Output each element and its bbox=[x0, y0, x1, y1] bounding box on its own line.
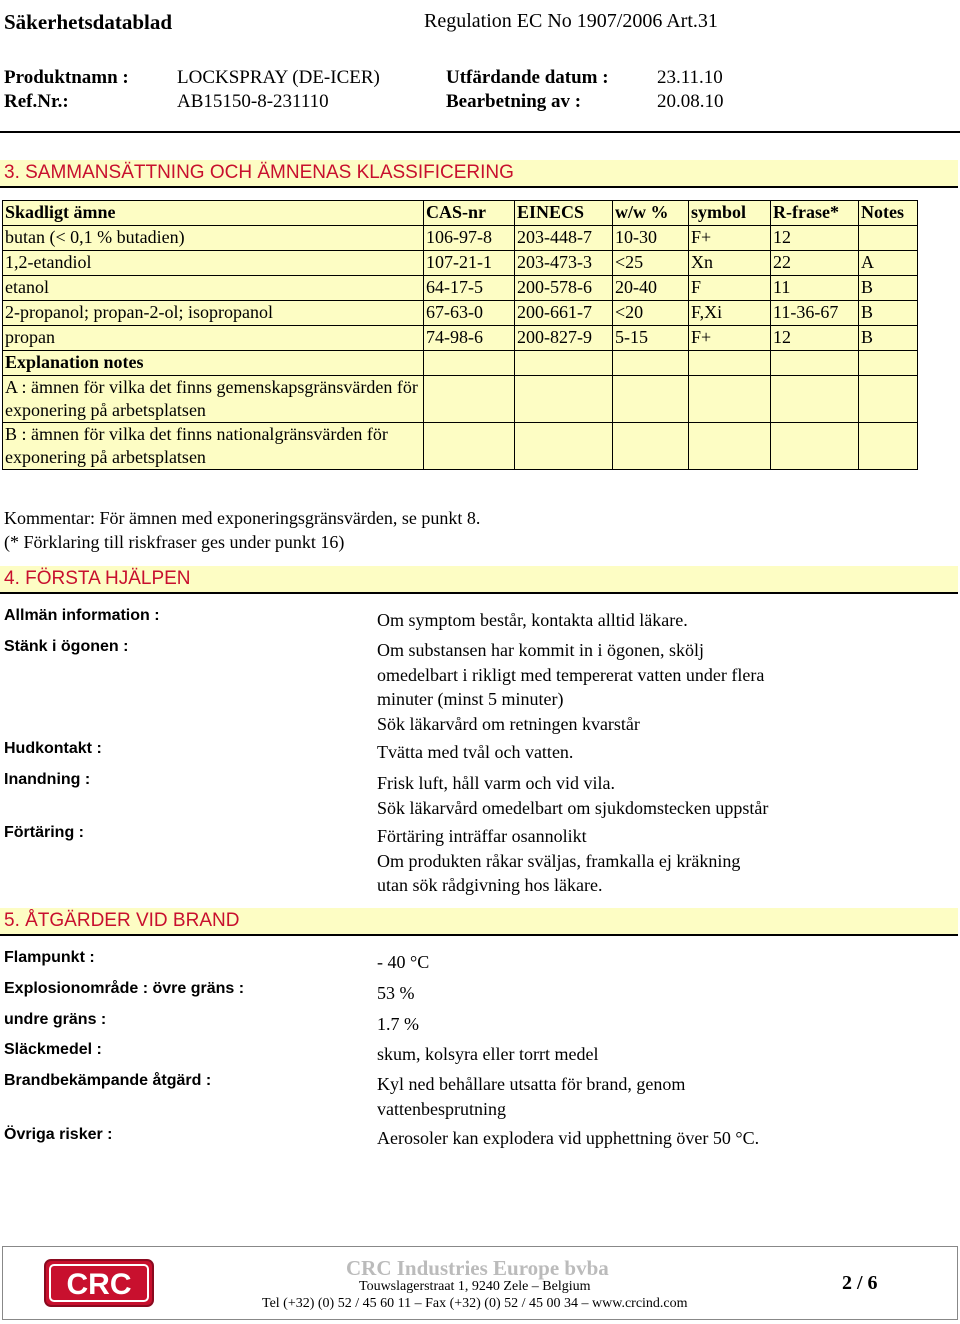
skin-contact-value bbox=[377, 740, 573, 765]
firefighting-value bbox=[377, 1072, 685, 1121]
explosion-upper-label: Explosionområde : övre gräns : bbox=[4, 980, 245, 997]
company-address: Touwslagerstraat 1, 9240 Zele – Belgium bbox=[359, 1279, 591, 1294]
table-row bbox=[3, 276, 918, 301]
general-info-value bbox=[377, 608, 688, 633]
table-cell: B bbox=[859, 326, 918, 351]
edited-label: Bearbetning av : bbox=[446, 91, 582, 112]
table-cell: 11 bbox=[771, 276, 859, 301]
table-row bbox=[3, 251, 918, 276]
table-cell: 200-578-6 bbox=[515, 276, 613, 301]
table-row bbox=[3, 301, 918, 326]
table-cell: 5-15 bbox=[613, 326, 689, 351]
table-cell: 22 bbox=[771, 251, 859, 276]
table-cell: 20-40 bbox=[613, 276, 689, 301]
general-info-label: Allmän information : bbox=[4, 607, 160, 624]
text-line: Om produkten råkar sväljas, framkalla ej kräkning bbox=[377, 850, 741, 871]
table-cell: 107-21-1 bbox=[424, 251, 515, 276]
other-risks-value: Aerosoler kan explodera vid upphettning över 50 °C. bbox=[377, 1128, 760, 1148]
section-4-title: 4. FÖRSTA HJÄLPEN bbox=[4, 568, 191, 589]
table-cell: Xn bbox=[689, 251, 771, 276]
edited-value: 20.08.10 bbox=[657, 91, 724, 112]
crc-logo bbox=[44, 1259, 154, 1307]
explosion-upper-value: 53 % bbox=[377, 983, 415, 1003]
product-name-label: Produktnamn : bbox=[4, 67, 129, 88]
table-cell: F+ bbox=[689, 226, 771, 251]
table-cell: B bbox=[859, 301, 918, 326]
exposure-comment: Kommentar: För ämnen med exponeringsgränsvärden, se punkt 8. bbox=[4, 508, 481, 528]
notes-heading: Explanation notes bbox=[3, 351, 424, 376]
product-name-value: LOCKSPRAY (DE-ICER) bbox=[177, 67, 380, 88]
inhalation-label: Inandning : bbox=[4, 771, 91, 788]
table-row bbox=[3, 326, 918, 351]
table-cell: 12 bbox=[771, 326, 859, 351]
text-line: Om substansen har kommit in i ögonen, skölj bbox=[377, 640, 704, 660]
issue-date-label: Utfärdande datum : bbox=[446, 67, 609, 88]
text-line: Kyl ned behållare utsatta för brand, genom bbox=[377, 1074, 686, 1094]
company-contact: Tel (+32) (0) 52 / 45 60 11 – Fax (+32) (0) 52 / 45 00 34 – www.crcind.com bbox=[262, 1296, 688, 1311]
risk-phrase-comment: (* Förklaring till riskfraser ges under punkt 16) bbox=[4, 532, 345, 552]
table-cell: B bbox=[859, 276, 918, 301]
regulation-reference: Regulation EC No 1907/2006 Art.31 bbox=[424, 10, 718, 32]
table-cell: 10-30 bbox=[613, 226, 689, 251]
column-header: EINECS bbox=[515, 201, 613, 226]
column-header: Notes bbox=[859, 201, 918, 226]
section-3-title: 3. SAMMANSÄTTNING OCH ÄMNENAS KLASSIFICERING bbox=[4, 162, 514, 183]
section-5-title: 5. ÅTGÄRDER VID BRAND bbox=[4, 910, 240, 931]
table-cell: A bbox=[859, 251, 918, 276]
flash-point-value: - 40 °C bbox=[377, 952, 430, 972]
section-3-header bbox=[0, 160, 958, 188]
text-line: Om symptom består, kontakta alltid läkare. bbox=[377, 610, 688, 630]
text-line: utan sök rådgivning hos läkare. bbox=[377, 875, 603, 895]
table-cell: 64-17-5 bbox=[424, 276, 515, 301]
svg-text:CRC: CRC bbox=[66, 1268, 132, 1301]
column-header: Skadligt ämne bbox=[3, 201, 424, 226]
notes-heading-row bbox=[3, 351, 918, 376]
text-line: vattenbesprutning bbox=[377, 1098, 506, 1119]
table-cell: 203-473-3 bbox=[515, 251, 613, 276]
table-cell: F+ bbox=[689, 326, 771, 351]
ingestion-label: Förtäring : bbox=[4, 824, 84, 841]
column-header: CAS-nr bbox=[424, 201, 515, 226]
column-header: R-frase* bbox=[771, 201, 859, 226]
text-line: Förtäring inträffar osannolikt bbox=[377, 826, 587, 846]
table-cell: 200-661-7 bbox=[515, 301, 613, 326]
table-cell: F,Xi bbox=[689, 301, 771, 326]
explosion-lower-value: 1.7 % bbox=[377, 1014, 419, 1034]
table-cell: etanol bbox=[3, 276, 424, 301]
inhalation-value bbox=[377, 771, 768, 820]
explosion-lower-label: undre gräns : bbox=[4, 1011, 107, 1028]
section-4-header bbox=[0, 566, 958, 594]
ref-nr-label: Ref.Nr.: bbox=[4, 91, 69, 112]
text-line: minuter (minst 5 minuter) bbox=[377, 689, 564, 709]
firefighting-label: Brandbekämpande åtgärd : bbox=[4, 1072, 212, 1089]
table-cell: butan (< 0,1 % butadien) bbox=[3, 226, 424, 251]
text-line: Frisk luft, håll varm och vid vila. bbox=[377, 773, 615, 793]
table-cell: 2-propanol; propan-2-ol; isopropanol bbox=[3, 301, 424, 326]
table-cell: 74-98-6 bbox=[424, 326, 515, 351]
flash-point-label: Flampunkt : bbox=[4, 949, 95, 966]
page-number: 2 / 6 bbox=[842, 1272, 878, 1294]
table-cell: 11-36-67 bbox=[771, 301, 859, 326]
note-a: A : ämnen för vilka det finns gemenskapsgränsvärden för exponering på arbetsplatsen bbox=[3, 376, 424, 423]
note-b-row bbox=[3, 423, 918, 470]
table-cell: <25 bbox=[613, 251, 689, 276]
skin-contact-label: Hudkontakt : bbox=[4, 740, 102, 757]
text-line: Sök läkarvård om retningen kvarstår bbox=[377, 713, 640, 734]
table-cell bbox=[859, 226, 918, 251]
table-cell: propan bbox=[3, 326, 424, 351]
table-cell: 12 bbox=[771, 226, 859, 251]
table-cell: 1,2-etandiol bbox=[3, 251, 424, 276]
company-name: CRC Industries Europe bvba bbox=[346, 1256, 609, 1280]
column-header: w/w % bbox=[613, 201, 689, 226]
ingestion-value bbox=[377, 824, 740, 898]
note-a-row bbox=[3, 376, 918, 423]
eye-contact-value bbox=[377, 638, 764, 736]
text-line: Tvätta med tvål och vatten. bbox=[377, 742, 574, 762]
other-risks-label: Övriga risker : bbox=[4, 1126, 113, 1143]
header-divider bbox=[0, 131, 960, 133]
crc-logo-icon bbox=[44, 1259, 154, 1307]
table-cell: 203-448-7 bbox=[515, 226, 613, 251]
table-cell: F bbox=[689, 276, 771, 301]
column-header: symbol bbox=[689, 201, 771, 226]
extinguishing-media-label: Släckmedel : bbox=[4, 1041, 102, 1058]
table-header-row bbox=[3, 201, 918, 226]
table-cell: 200-827-9 bbox=[515, 326, 613, 351]
composition-table bbox=[2, 200, 918, 470]
table-cell: <20 bbox=[613, 301, 689, 326]
document-title: Säkerhetsdatablad bbox=[4, 10, 173, 34]
note-b: B : ämnen för vilka det finns nationalgränsvärden för exponering på arbetsplatsen bbox=[3, 423, 424, 470]
table-cell: 106-97-8 bbox=[424, 226, 515, 251]
ref-nr-value: AB15150-8-231110 bbox=[177, 91, 329, 112]
text-line: Sök läkarvård omedelbart om sjukdomstecken uppstår bbox=[377, 797, 769, 818]
eye-contact-label: Stänk i ögonen : bbox=[4, 638, 129, 655]
extinguishing-media-value: skum, kolsyra eller torrt medel bbox=[377, 1044, 599, 1064]
issue-date-value: 23.11.10 bbox=[657, 67, 723, 88]
section-5-header bbox=[0, 908, 958, 936]
text-line: omedelbart i rikligt med tempererat vatten under flera bbox=[377, 664, 765, 685]
table-row bbox=[3, 226, 918, 251]
table-cell: 67-63-0 bbox=[424, 301, 515, 326]
